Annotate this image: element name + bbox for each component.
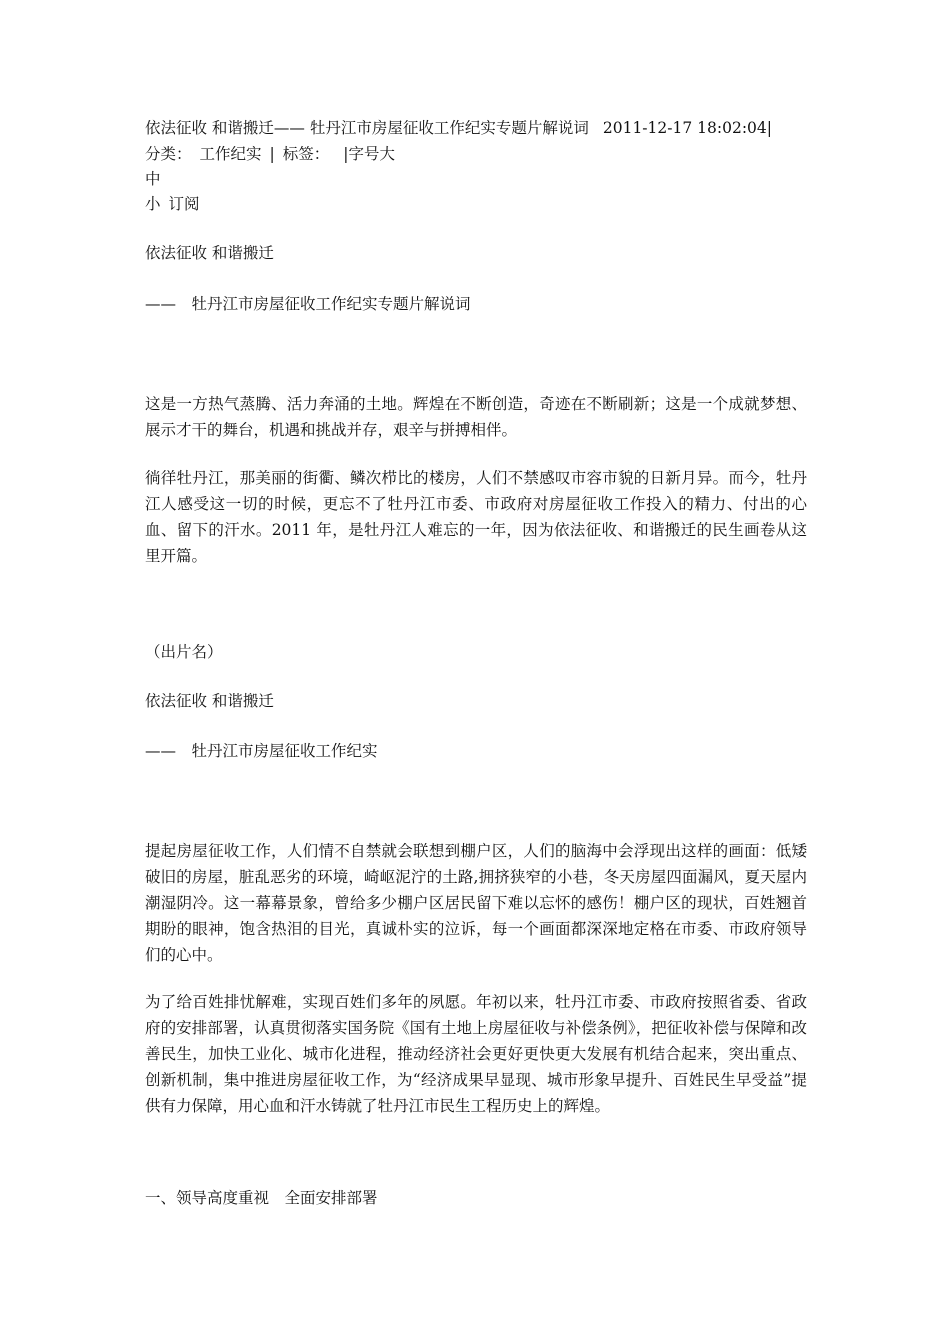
post-datetime: 2011-12-17 18:02:04 xyxy=(602,119,767,137)
font-size-large-link[interactable]: 字号大 xyxy=(348,145,396,163)
post-meta-line xyxy=(145,144,395,164)
font-size-small-line xyxy=(145,194,200,214)
doc-title: 依法征收 和谐搬迁 xyxy=(145,244,274,262)
font-size-medium-link[interactable]: 中 xyxy=(145,170,161,188)
paragraph-1: 这是一方热气蒸腾、活力奔涌的土地。辉煌在不断创造，奇迹在不断刷新；这是一个成就梦想、展示才干的舞台，机遇和挑战并存，艰辛与拼搏相伴。 xyxy=(145,395,807,439)
cursor-mark: | xyxy=(766,119,773,137)
font-size-medium-line xyxy=(145,169,161,189)
doc-title-2: 依法征收 和谐搬迁 xyxy=(145,692,274,710)
tags-label: 标签： xyxy=(282,145,330,163)
category-label: 分类： xyxy=(145,145,192,163)
post-title: 依法征收 和谐搬迁—— 牡丹江市房屋征收工作纪实专题片解说词 xyxy=(145,119,589,137)
doc-subtitle-2: —— 牡丹江市房屋征收工作纪实 xyxy=(145,742,378,760)
film-title-label: （出片名） xyxy=(145,643,223,661)
doc-subtitle: —— 牡丹江市房屋征收工作纪实专题片解说词 xyxy=(145,295,471,313)
font-size-small-link[interactable]: 小 xyxy=(145,195,161,213)
paragraph-4: 为了给百姓排忧解难，实现百姓们多年的夙愿。年初以来，牡丹江市委、市政府按照省委、省政府的安排部署，认真贯彻落实国务院《国有土地上房屋征收与补偿条例》，把征收补偿与保障和改善民生，加快工业化、城市化进程，推动经济社会更好更快更大发展有机结合起来，突出重点、创新机制，集中推进房屋征收工作，为“经济成果早显现、城市形象早提升、百姓民生早受益”提供有力保障，用心血和汗水铸就了牡丹江市民生工程历史上的辉煌。 xyxy=(145,993,807,1115)
section-heading-1: 一、领导高度重视 全面安排部署 xyxy=(145,1189,378,1207)
paragraph-3: 提起房屋征收工作，人们情不自禁就会联想到棚户区，人们的脑海中会浮现出这样的画面：低矮破旧的房屋，脏乱恶劣的环境，崎岖泥泞的土路,拥挤狭窄的小巷，冬天房屋四面漏风，夏天屋内潮湿阴冷。这一幕幕景象，曾给多少棚户区居民留下难以忘怀的感伤！棚户区的现状，百姓翘首期盼的眼神，饱含热泪的目光，真诚朴实的泣诉，每一个画面都深深地定格在市委、市政府领导们的心中。 xyxy=(145,842,807,964)
subscribe-link[interactable]: 订阅 xyxy=(168,195,200,213)
category-link[interactable]: 工作纪实 xyxy=(199,145,262,163)
post-header-line xyxy=(145,118,772,138)
paragraph-2: 徜徉牡丹江，那美丽的街衢、鳞次栉比的楼房，人们不禁感叹市容市貌的日新月异。而今，牡丹江人感受这一切的时候，更忘不了牡丹江市委、市政府对房屋征收工作投入的精力、付出的心血、留下的汗水。2011 年，是牡丹江人难忘的一年，因为依法征收、和谐搬迁的民生画卷从这里开篇。 xyxy=(145,469,807,565)
meta-separator: | xyxy=(343,145,349,163)
meta-separator: | xyxy=(269,145,275,163)
